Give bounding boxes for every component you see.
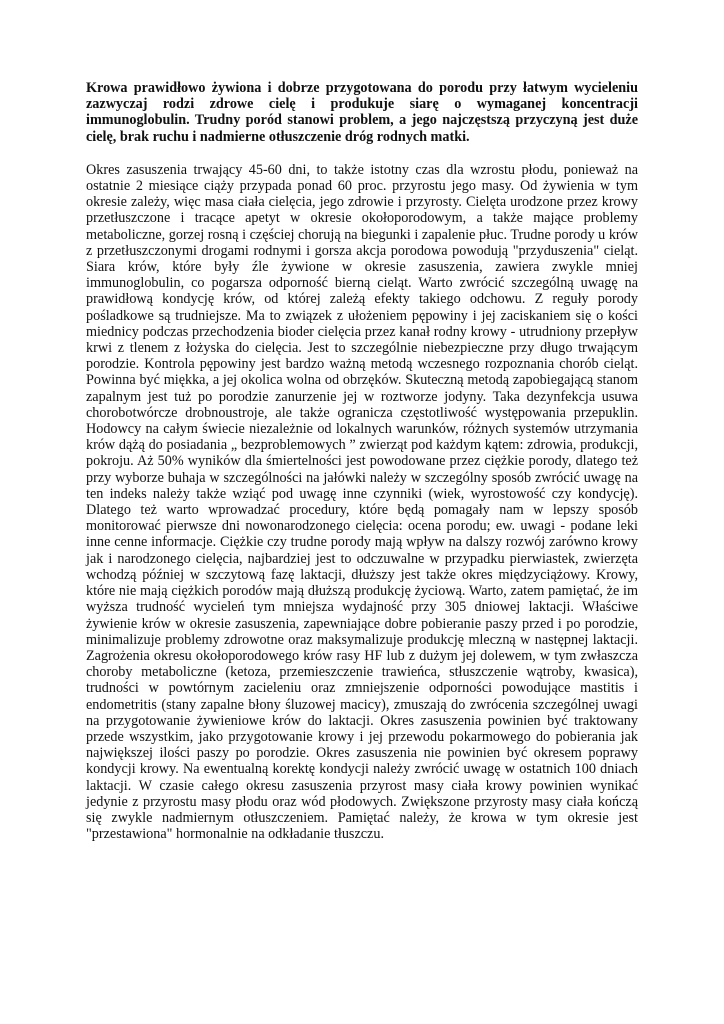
body-paragraph: Okres zasuszenia trwający 45-60 dni, to także istotny czas dla wzrostu płodu, ponieważ na ostatnie 2 miesiące ciąży przypada ponad 60 proc. przyrostu jego masy. Od żywienia w tym okresie zależy, więc masa ciała cielęcia, jego zdrowie i przyrosty. Cielęta urodzone przez krowy przetłuszczone i tracące apetyt w okresie okołoporodowym, a także mające problemy metaboliczne, gorzej rosną i częściej chorują na biegunki i zapalenie płuc. Trudne porody u krów z przetłuszczonymi drogami rodnymi i gorsza akcja porodowa powodują "przyduszenia" cieląt. Siara krów, które były źle żywione w okresie zasuszenia, zawiera zwykle mniej immunoglobulin, co pogarsza odporność bierną cieląt. Warto zwrócić szczególną uwagę na prawidłową kondycję krów, od której zależą efekty takiego odchowu. Z reguły porody pośladkowe są trudniejsze. Ma to związek z ułożeniem pępowiny i jej zaciskaniem się o kości miednicy podczas przechodzenia bioder cielęcia przez kanał rodny krowy - utrudniony przepływ krwi z tlenem z łożyska do cielęcia. Jest to szczególnie niebezpieczne przy długo trwającym porodzie. Kontrola pępowiny jest bardzo ważną metodą wczesnego rozpoznania chorób cieląt. Powinna być miękka, a jej okolica wolna od obrzęków. Skuteczną metodą zapobiegającą stanom zapalnym jest tuż po porodzie zanurzenie jej w roztworze jodyny. Taka dezynfekcja usuwa chorobotwórcze drobnoustroje, ale także ogranicza częstotliwość występowania przepuklin. Hodowcy na całym świecie niezależnie od lokalnych warunków, różnych systemów utrzymania krów dążą do posiadania „ bezproblemowych ” zwierząt pod każdym kątem: zdrowia, produkcji, pokroju. Aż 50% wyników dla śmiertelności jest powodowane przez ciężkie porody, dlatego też przy wyborze buhaja w szczególności na jałówki należy w szczególny sposób zwrócić uwagę na ten indeks należy także wziąć pod uwagę inne czynniki (wiek, wyrostowość czy kondycję). Dlatego też warto wprowadzać procedury, które będą pomagały nam w lepszy sposób monitorować pierwsze dni nowonarodzonego cielęcia: ocena porodu; ew. uwagi - podane leki inne cenne informacje. Ciężkie czy trudne porody mają wpływ na dalszy rozwój zarówno krowy jak i narodzonego cielęcia, najbardziej jest to odczuwalne w przypadku pierwiastek, zwierzęta wchodzą później w szczytową fazę laktacji, dłuższy jest także okres międzyciążowy. Krowy, które nie mają ciężkich porodów mają dłuższą produkcję życiową. Warto, zatem pamiętać, że im wyższa trudność wycieleń tym mniejsza wydajność przy 305 dniowej laktacji. Właściwe żywienie krów w okresie zasuszenia, zapewniające dobre pobieranie paszy przed i po porodzie, minimalizuje problemy zdrowotne oraz maksymalizuje produkcję mleczną w następnej laktacji. Zagrożenia okresu okołoporodowego krów rasy HF lub z dużym jej dolewem, w tym zwłaszcza choroby metaboliczne (ketoza, przemieszczenie trawieńca, stłuszczenie wątroby, kwasica), trudności w powtórnym zacieleniu oraz zmniejszenie odporności powodujące mastitis i endometritis (stany zapalne błony śluzowej macicy), zmuszają do zwrócenia szczególnej uwagi na przygotowanie żywieniowe krów do laktacji. Okres zasuszenia powinien być traktowany przede wszystkim, jako przygotowanie krowy i jej przewodu pokarmowego do pobierania jak największej ilości paszy po porodzie. Okres zasuszenia nie powinien być okresem poprawy kondycji krowy. Na ewentualną korektę kondycji należy zwrócić uwagę w ostatnich 100 dniach laktacji. W czasie całego okresu zasuszenia przyrost masy ciała krowy powinien wynikać jedynie z przyrostu masy płodu oraz wód płodowych. Zwiększone przyrosty masy ciała kończą się zwykle nadmiernym otłuszczeniem. Pamiętać należy, że krowa w tym okresie jest "przestawiona" hormonalnie na odkładanie tłuszczu.: [86, 161, 638, 843]
document-body: [86, 80, 638, 842]
lead-paragraph: Krowa prawidłowo żywiona i dobrze przygotowana do porodu przy łatwym wycieleniu zazwyczaj rodzi zdrowe cielę i produkuje siarę o wymaganej koncentracji immunoglobulin. Trudny poród stanowi problem, a jego najczęstszą przyczyną jest duże cielę, brak ruchu i nadmierne otłuszczenie dróg rodnych matki.: [86, 80, 638, 145]
